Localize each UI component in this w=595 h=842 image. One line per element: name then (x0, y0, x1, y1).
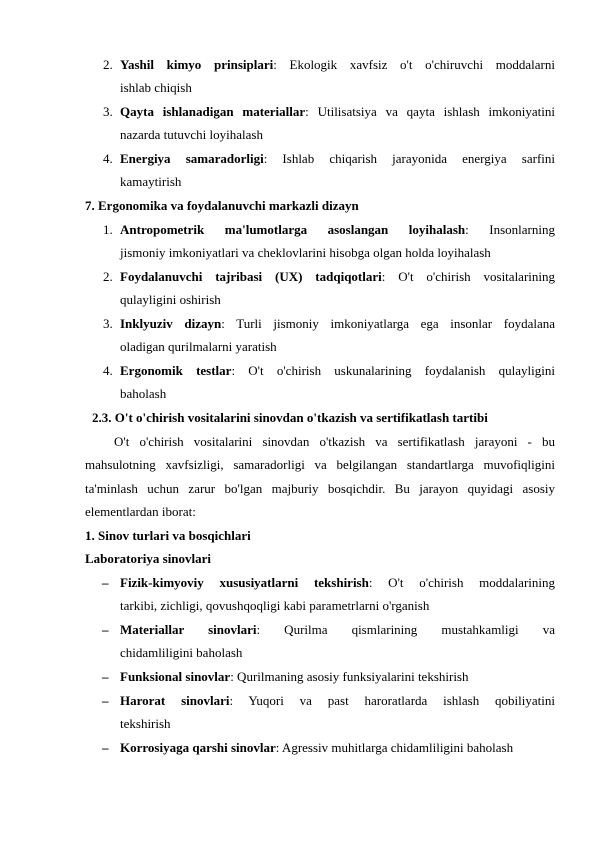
list-item-continuation: chidamliligini baholash (120, 645, 243, 660)
list-item-continuation: nazarda tutuvchi loyihalash (120, 127, 263, 142)
list-item-continuation: baholash (120, 386, 167, 401)
subsection-heading: 1. Sinov turlari va bosqichlari (85, 528, 251, 543)
list-item-continuation: kamaytirish (120, 174, 182, 189)
list-number: 3. (103, 104, 113, 119)
list-item-text: Funksional sinovlar: Qurilmaning asosiy funksiyalarini tekshirish (120, 669, 469, 684)
list-item-continuation: jismoniy imkoniyatlari va cheklovlarini hisobga olgan holda loyihalash (120, 245, 491, 260)
list-item-text: Foydalanuvchi tajribasi (UX) tadqiqotlari: O't o'chirish vositalarining (120, 269, 556, 284)
list-dash: – (102, 575, 109, 590)
list-item-text: Inklyuziv dizayn: Turli jismoniy imkoniyatlarga ega insonlar foydalana (120, 316, 555, 331)
list-number: 4. (103, 363, 113, 378)
list-item-text: Harorat sinovlari: Yuqori va past haroratlarda ishlash qobiliyatini (120, 693, 555, 708)
list-item-continuation: tarkibi, zichligi, qovushqoqligi kabi parametrlarni o'rganish (120, 598, 430, 613)
paragraph-line: ta'minlash uchun zarur bo'lgan majburiy bosqichdir. Bu jarayon quyidagi asosiy (85, 481, 555, 496)
list-number: 2. (103, 57, 113, 72)
subsection-heading: Laboratoriya sinovlari (85, 551, 212, 566)
list-dash: – (102, 622, 109, 637)
list-item-text: Yashil kimyo prinsiplari: Ekologik xavfsiz o't o'chiruvchi moddalarni (120, 57, 555, 72)
list-item-text: Fizik-kimyoviy xususiyatlarni tekshirish: O't o'chirish moddalarining (120, 575, 556, 590)
list-item-continuation: qulayligini oshirish (120, 292, 221, 307)
paragraph-line: elementlardan iborat: (85, 504, 196, 519)
list-item-text: Korrosiyaga qarshi sinovlar: Agressiv muhitlarga chidamliligini baholash (120, 740, 514, 755)
list-item-continuation: oladigan qurilmalarni yaratish (120, 339, 277, 354)
paragraph-line: O't o'chirish vositalarini sinovdan o'tkazish va sertifikatlash jarayoni - bu (114, 434, 555, 449)
list-dash: – (102, 693, 109, 708)
list-dash: – (102, 740, 109, 755)
list-number: 3. (103, 316, 113, 331)
list-item-text: Antropometrik ma'lumotlarga asoslangan loyihalash: Insonlarning (120, 222, 555, 237)
list-item-text: Materiallar sinovlari: Qurilma qismlarining mustahkamligi va (120, 622, 555, 637)
list-item-text: Ergonomik testlar: O't o'chirish uskunalarining foydalanish qulayligini (120, 363, 555, 378)
list-number: 2. (103, 269, 113, 284)
section-heading: 7. Ergonomika va foydalanuvchi markazli dizayn (85, 198, 359, 213)
list-item-continuation: ishlab chiqish (120, 80, 192, 95)
list-item-continuation: tekshirish (120, 716, 171, 731)
list-number: 4. (103, 151, 113, 166)
list-dash: – (102, 669, 109, 684)
paragraph-line: mahsulotning xavfsizligi, samaradorligi va belgilangan standartlarga muvofiqligini (85, 457, 555, 472)
list-item-text: Energiya samaradorligi: Ishlab chiqarish jarayonida energiya sarfini (120, 151, 556, 166)
section-heading: 2.3. O't o'chirish vositalarini sinovdan o'tkazish va sertifikatlash tartibi (92, 410, 488, 425)
list-item-text: Qayta ishlanadigan materiallar: Utilisatsiya va qayta ishlash imkoniyatini (120, 104, 555, 119)
list-number: 1. (103, 222, 113, 237)
